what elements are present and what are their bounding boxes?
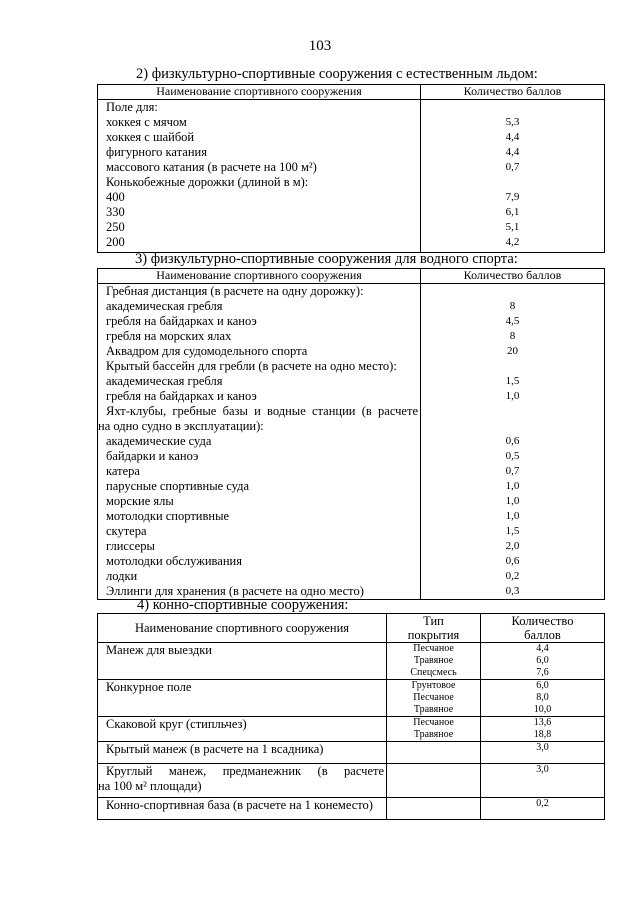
section4-points: 3,0 <box>536 742 549 753</box>
section4-points: 8,0 <box>536 692 549 703</box>
section3-row-points <box>421 284 604 299</box>
section4-row-covers <box>387 717 481 742</box>
section2-row-points <box>421 175 604 190</box>
section4-cover <box>387 742 480 754</box>
section4-row-covers <box>387 643 481 680</box>
section2-row-points: 4,4 <box>505 131 520 143</box>
section4-row-name <box>98 680 387 717</box>
section4-row-name <box>98 798 387 820</box>
section3-row-points: 8 <box>509 330 516 342</box>
section4-row-points <box>481 742 605 764</box>
section3-row-name: катера <box>106 464 140 478</box>
section3-row-name: гребля на морских ялах <box>106 329 232 343</box>
section4-header-cover-line2: покрытия <box>407 628 460 642</box>
section2-names-cell <box>98 100 421 253</box>
section2-table <box>97 84 605 253</box>
section4-row-points <box>481 798 605 820</box>
section3-row-name: Аквадром для судомодельного спорта <box>106 344 308 358</box>
section2-row-name: хоккея с шайбой <box>106 130 195 144</box>
section4-title: 4) конно-спортивные сооружения: <box>137 597 349 613</box>
section3-row-points <box>421 404 604 419</box>
section3-row-points: 1,0 <box>505 510 520 522</box>
section3-row-points: 20 <box>507 345 518 357</box>
section4-cover: Спецсмесь <box>410 667 457 678</box>
section3-row-name: Яхт-клубы, гребные базы и водные станции (в расчете <box>106 404 418 418</box>
section2-row-name: массового катания (в расчете на 100 м²) <box>106 160 317 174</box>
section4-points: 3,0 <box>536 764 549 775</box>
section3-table <box>97 268 605 600</box>
section4-row-covers <box>387 764 481 798</box>
section2-row-points: 5,1 <box>505 221 520 233</box>
section3-row-name: академическая гребля <box>106 299 223 313</box>
section2-row-name: 400 <box>106 190 125 204</box>
section3-row-name: Эллинги для хранения (в расчете на одно место) <box>106 584 364 598</box>
section4-row-name <box>98 742 387 764</box>
section4-points: 6,0 <box>536 655 549 666</box>
section4-table-row <box>98 717 605 742</box>
section2-row-name: 200 <box>106 235 125 249</box>
section4-header-cover-line1: Тип <box>423 614 444 628</box>
section3-row-name: Гребная дистанция (в расчете на одну дорожку): <box>106 284 364 298</box>
section3-row-name: академическая гребля <box>106 374 223 388</box>
section4-header-points <box>481 614 605 643</box>
section4-points: 13,6 <box>533 717 552 728</box>
section4-cover: Травяное <box>413 704 454 715</box>
section3-row-name: скутера <box>106 524 147 538</box>
section3-row-name: морские ялы <box>106 494 174 508</box>
page-number: 103 <box>308 38 332 54</box>
section2-row-name: Конькобежные дорожки (длиной в м): <box>106 175 309 189</box>
section4-cover: Травяное <box>413 729 454 740</box>
section3-row-points <box>421 419 604 434</box>
section2-row-name: 250 <box>106 220 125 234</box>
section3-row-points: 1,5 <box>505 375 520 387</box>
section4-header-cover <box>387 614 481 643</box>
section3-names-cell <box>98 284 421 600</box>
section4-row-name-text: Конно-спортивная база (в расчете на 1 конеместо) <box>106 798 373 812</box>
section2-title: 2) физкультурно-спортивные сооружения с естественным льдом: <box>136 66 538 82</box>
section2-header-points: Количество баллов <box>421 85 605 100</box>
section4-row-points <box>481 717 605 742</box>
section3-row-points: 4,5 <box>505 315 520 327</box>
section2-header-name: Наименование спортивного сооружения <box>98 85 421 100</box>
section4-table-row <box>98 798 605 820</box>
section4-points: 7,6 <box>536 667 549 678</box>
section2-row-name: 330 <box>106 205 125 219</box>
section4-points: 18,8 <box>533 729 552 740</box>
section4-cover <box>387 798 480 810</box>
section3-row-points: 0,3 <box>505 585 520 597</box>
section3-row-points: 0,2 <box>505 570 520 582</box>
section2-row-points: 0,7 <box>505 161 520 173</box>
section2-row-points: 6,1 <box>505 206 520 218</box>
section3-row-name: гребля на байдарках и каноэ <box>106 314 257 328</box>
section3-row-name: байдарки и каноэ <box>106 449 199 463</box>
section4-cover: Песчаное <box>413 717 454 728</box>
section3-row-points <box>421 359 604 374</box>
section4-row-covers <box>387 680 481 717</box>
section2-row-points: 5,3 <box>505 116 520 128</box>
section4-table-row <box>98 742 605 764</box>
section3-row-name: мотолодки спортивные <box>106 509 230 523</box>
section3-row-points: 1,0 <box>505 390 520 402</box>
section3-row-points: 1,5 <box>505 525 520 537</box>
section4-points: 4,4 <box>536 643 549 654</box>
section4-row-points <box>481 680 605 717</box>
section4-cover <box>387 764 480 776</box>
section3-points-cell <box>421 284 605 600</box>
section4-header-name: Наименование спортивного сооружения <box>98 614 387 643</box>
section3-row-name: парусные спортивные суда <box>106 479 250 493</box>
section4-row-name-text: Скаковой круг (стипльчез) <box>106 717 247 731</box>
section3-row-points: 0,6 <box>505 555 520 567</box>
section2-row-name: Поле для: <box>106 100 158 114</box>
section4-row-name-text: Манеж для выездки <box>106 643 212 657</box>
section4-table-row <box>98 643 605 680</box>
section4-cover: Песчаное <box>413 643 454 654</box>
section3-row-name: академические суда <box>106 434 212 448</box>
section4-points: 10,0 <box>533 704 552 715</box>
section2-row-name: хоккея с мячом <box>106 115 187 129</box>
section3-row-points: 1,0 <box>505 495 520 507</box>
section4-points: 0,2 <box>536 798 549 809</box>
section4-table-row <box>98 680 605 717</box>
section4-row-covers <box>387 742 481 764</box>
section2-row-name: фигурного катания <box>106 145 207 159</box>
section2-row-points <box>421 100 604 115</box>
section4-header-points-line2: баллов <box>524 628 561 642</box>
section3-row-name: гребля на байдарках и каноэ <box>106 389 257 403</box>
section4-header-points-line1: Количество <box>511 614 574 628</box>
section4-points: 6,0 <box>536 680 549 691</box>
section3-row-points: 1,0 <box>505 480 520 492</box>
section4-row-points <box>481 764 605 798</box>
section4-row-name <box>98 764 387 798</box>
section3-title: 3) физкультурно-спортивные сооружения для водного спорта: <box>135 251 518 267</box>
section3-row-name: мотолодки обслуживания <box>106 554 242 568</box>
section3-row-name: Крытый бассейн для гребли (в расчете на одно место): <box>106 359 397 373</box>
section3-row-points: 0,7 <box>505 465 520 477</box>
section3-row-name: лодки <box>106 569 138 583</box>
section4-row-name-line2: на 100 м² площади) <box>98 779 202 793</box>
section3-row-points: 0,5 <box>505 450 520 462</box>
section2-row-points: 7,9 <box>505 191 520 203</box>
section3-row-points: 0,6 <box>505 435 520 447</box>
section4-row-name-text: Конкурное поле <box>106 680 192 694</box>
section4-row-name <box>98 717 387 742</box>
section3-header-name: Наименование спортивного сооружения <box>98 269 421 284</box>
section4-cover: Травяное <box>413 655 454 666</box>
section4-row-name-text: Крытый манеж (в расчете на 1 всадника) <box>106 742 324 756</box>
section2-row-points: 4,2 <box>505 236 520 248</box>
section4-row-points <box>481 643 605 680</box>
section3-header-points: Количество баллов <box>421 269 605 284</box>
section4-table-row <box>98 764 605 798</box>
section4-cover: Грунтовое <box>411 680 456 691</box>
section4-row-name-line1: Круглый манеж, предманежник (в расчете <box>106 764 384 778</box>
section2-points-cell <box>421 100 605 253</box>
section4-cover: Песчаное <box>413 692 454 703</box>
section4-row-covers <box>387 798 481 820</box>
section3-row-name: глиссеры <box>106 539 155 553</box>
section4-table <box>97 613 605 820</box>
section4-row-name <box>98 643 387 680</box>
section3-row-points: 2,0 <box>505 540 520 552</box>
section3-row-points: 8 <box>509 300 516 312</box>
section3-row-name: на одно судно в эксплуатации): <box>98 419 264 433</box>
section2-row-points: 4,4 <box>505 146 520 158</box>
